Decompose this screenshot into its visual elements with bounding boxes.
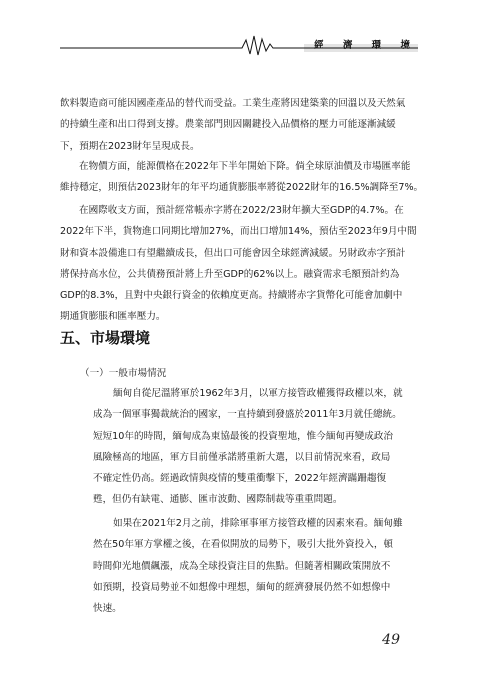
- body-paragraph: [60, 93, 405, 157]
- text-line: 在國際收支方面，預計經常帳赤字將在2022/23財年擴大至GDP的4.7%。在: [79, 205, 404, 216]
- text-line: 緬甸自從尼溫將軍於1962年3月，以軍方接管政權獲得政權以來，就: [113, 388, 403, 399]
- running-header: [60, 34, 418, 56]
- body-paragraph: [60, 156, 423, 199]
- text-line: 下，預期在2023財年呈現成長。: [60, 140, 200, 152]
- text-line: 時間仰光地價飆漲，成為全球投資注目的焦點。但隨著相關政策開放不: [93, 560, 391, 572]
- text-line: 期通貨膨脹和匯率壓力。: [60, 311, 166, 323]
- body-paragraph: [93, 513, 403, 619]
- body-paragraph: [60, 200, 417, 328]
- text-line: 維持穩定，則預估2023財年的年平均通貨膨脹率將從2022財年的16.5%調降至7%。: [60, 182, 424, 194]
- body-paragraph: [93, 383, 403, 511]
- text-line: 財和資本設備進口有望繼續成長，但出口可能會因全球經濟減緩。另財政赤字預計: [60, 247, 406, 259]
- text-line: 不確定性仍高。經過政情與疫情的雙重衝擊下，2022年經濟蹣跚趨復: [93, 473, 387, 485]
- text-line: 甦，但仍有缺電、通膨、匯市波動、國際制裁等重重問題。: [93, 494, 343, 506]
- text-line: 飲料製造商可能因國產產品的替代而受益。工業生產將因建築業的回溫以及天然氣: [60, 98, 406, 109]
- text-line: 將保持高水位，公共債務預計將上升至GDP的62%以上。融資需求毛額預計約為: [60, 268, 400, 280]
- text-line: 如預期，投資局勢並不如想像中理想，緬甸的經濟發展仍然不如想像中: [93, 581, 391, 593]
- text-line: 風險極高的地區，軍方目前僅承諾將重新大選，以目前情況來看，政局: [93, 451, 391, 463]
- subsection-title: （一）一般市場情況: [80, 368, 167, 379]
- text-line: 在物價方面，能源價格在2022年下半年開始下降。倘全球原油價及市場匯率能: [79, 161, 411, 172]
- text-line: 如果在2021年2月之前，排除軍事軍方接管政權的因素來看。緬甸雖: [113, 518, 403, 529]
- text-line: 快速。: [93, 603, 122, 615]
- text-line: 的持續生產和出口得到支撐。農業部門則因關鍵投入品價格的壓力可能逐漸減緩: [60, 119, 396, 131]
- header-section-label: 經 濟 環 境: [314, 40, 418, 51]
- text-line: GDP的8.3%，且對中央銀行資金的依賴度更高。持續將赤字貨幣化可能會加劇中: [60, 290, 403, 302]
- section-title: 五、市場環境: [60, 329, 151, 347]
- page-number: 49: [382, 632, 400, 648]
- text-line: 短短10年的時間，緬甸成為東協最後的投資聖地，惟今緬甸再變成政治: [93, 430, 394, 442]
- text-line: 2022年下半，貨物進口同期比增加27%，而出口增加14%，預估至2023年9月中間: [60, 226, 417, 238]
- text-line: 成為一個軍事獨裁統治的國家，一直持續到發盛於2011年3月就任總統。: [93, 409, 402, 421]
- text-line: 然在50年軍方掌權之後，在看似開放的局勢下，吸引大批外資投入，頓: [93, 539, 394, 551]
